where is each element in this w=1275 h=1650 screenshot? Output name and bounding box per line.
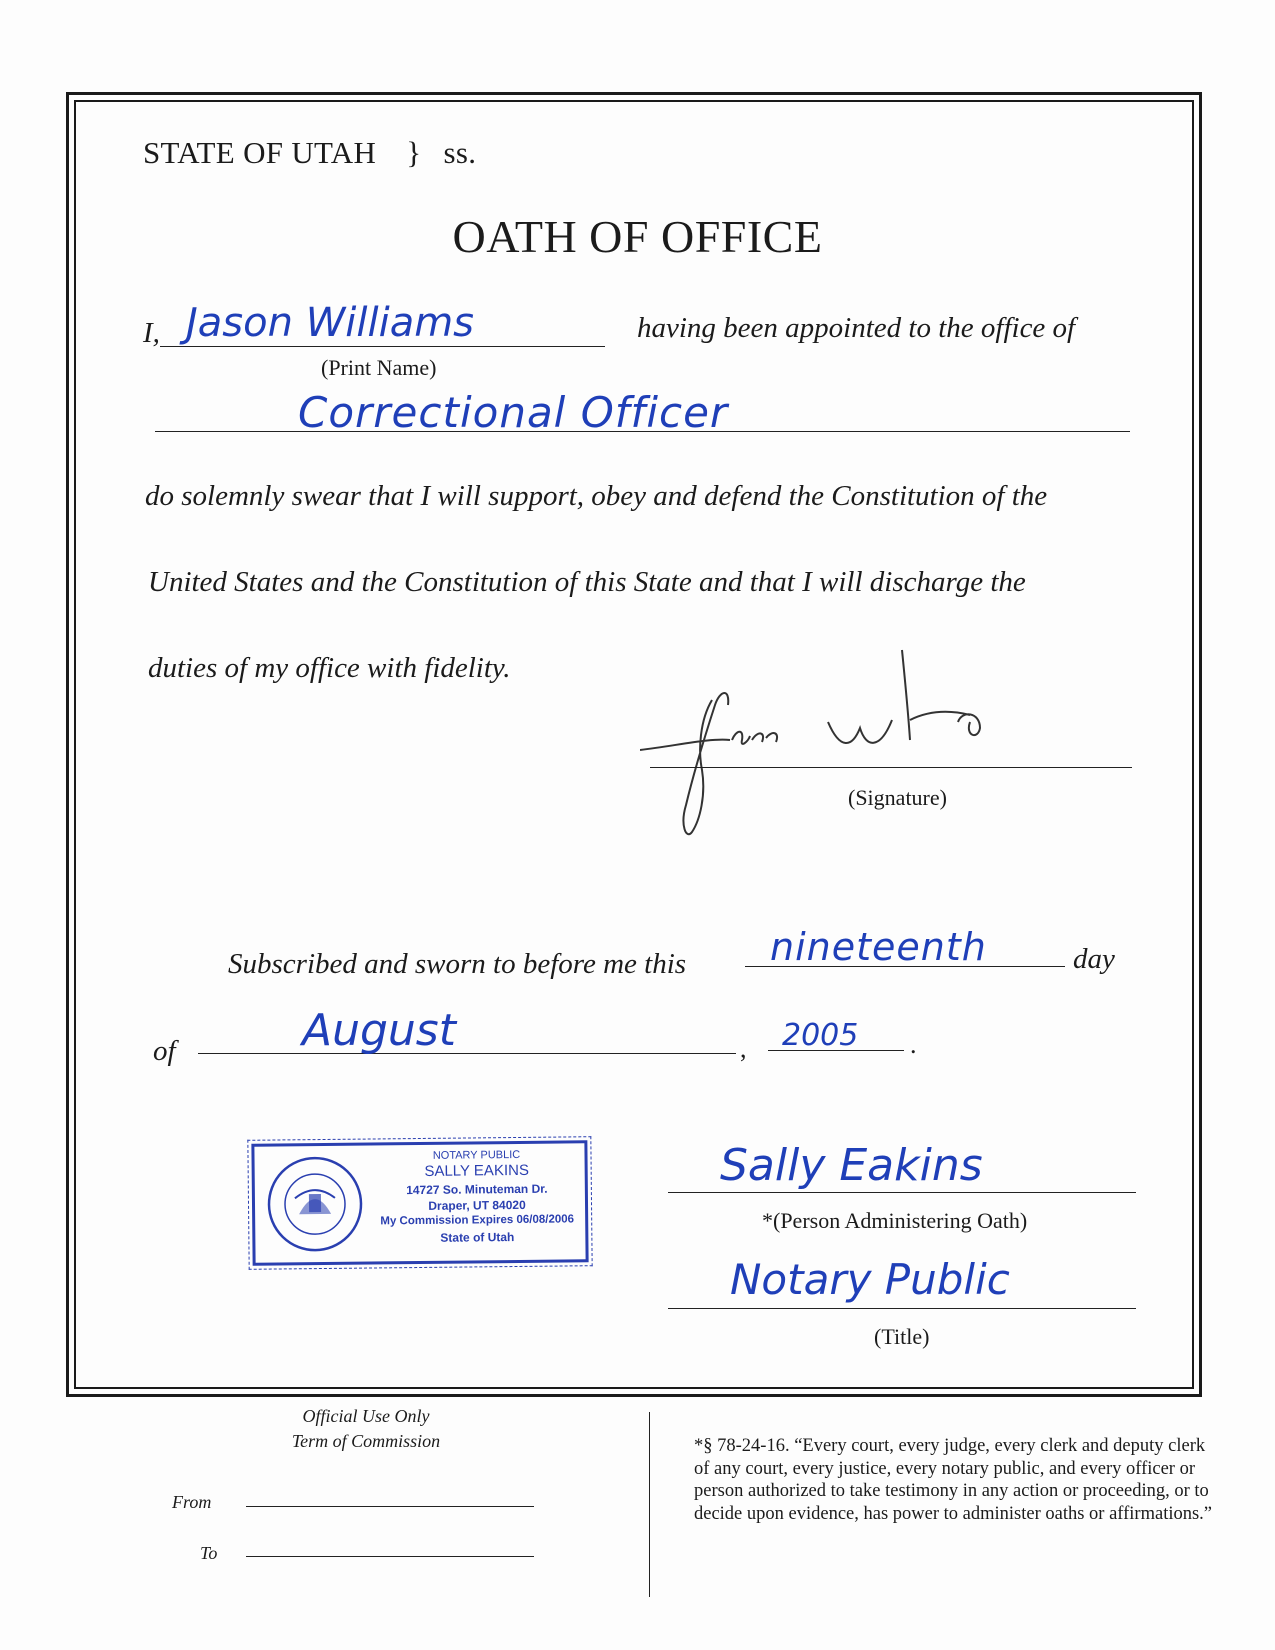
from-line: [246, 1506, 534, 1507]
day-label: day: [1073, 943, 1115, 975]
oath-body-line-2: United States and the Constitution of this State and that I will discharge the: [148, 566, 1026, 598]
period: .: [910, 1030, 917, 1059]
signature-caption: (Signature): [848, 785, 947, 810]
year-value: 2005: [782, 1018, 859, 1053]
from-label: From: [172, 1492, 212, 1512]
to-label: To: [200, 1543, 218, 1563]
title-caption: (Title): [874, 1324, 930, 1349]
stamp-line-6: State of Utah: [440, 1230, 515, 1245]
document-title: OATH OF OFFICE: [452, 211, 823, 262]
brace: }: [406, 135, 422, 170]
stamp-line-3: 14727 So. Minuteman Dr.: [406, 1181, 548, 1198]
to-line: [246, 1556, 534, 1557]
office-value: Correctional Officer: [298, 388, 729, 437]
signature-line: [650, 767, 1132, 768]
ss-label: ss.: [443, 135, 477, 170]
oath-body-line-1: do solemnly swear that I will support, obey and defend the Constitution of the: [145, 480, 1048, 512]
of-label: of: [153, 1035, 176, 1067]
stamp-line-4: Draper, UT 84020: [428, 1197, 526, 1213]
state-heading: [143, 135, 476, 171]
administrator-caption: *(Person Administering Oath): [762, 1208, 1028, 1233]
stamp-line-2: SALLY EAKINS: [424, 1161, 530, 1180]
official-use-heading: Official Use Only: [302, 1406, 430, 1426]
appointed-text: having been appointed to the office of: [637, 312, 1076, 344]
stamp-line-5: My Commission Expires 06/08/2006: [380, 1213, 575, 1228]
administrator-name-value: Sally Eakins: [720, 1140, 983, 1191]
intro-i: I,: [143, 317, 160, 349]
day-value: nineteenth: [770, 925, 987, 969]
jurat-text: Subscribed and sworn to before me this: [228, 948, 687, 980]
title-line: [668, 1308, 1136, 1309]
month-value: August: [302, 1005, 456, 1056]
print-name-caption: (Print Name): [321, 355, 437, 380]
title-value: Notary Public: [730, 1255, 1010, 1304]
state-seal-icon: [264, 1154, 365, 1255]
month-line: [198, 1053, 736, 1054]
name-line: [160, 346, 605, 347]
printed-name-value: Jason Williams: [186, 300, 475, 346]
footer-divider: [649, 1412, 650, 1597]
notary-stamp: [251, 1140, 588, 1266]
stamp-line-1: NOTARY PUBLIC: [432, 1148, 521, 1162]
state-label: STATE OF UTAH: [143, 135, 377, 170]
oath-body-line-3: duties of my office with fidelity.: [148, 652, 511, 684]
administrator-line: [668, 1192, 1136, 1193]
statute-footnote: *§ 78-24-16. “Every court, every judge, every clerk and deputy clerk of any court, every justice, every notary public, and every officer or person authorized to take testimony in any action or proceeding, or to decide upon evidence, has power to administer oaths or affirmations.”: [694, 1436, 1213, 1524]
term-of-commission-heading: Term of Commission: [291, 1431, 441, 1451]
comma: ,: [740, 1034, 747, 1063]
